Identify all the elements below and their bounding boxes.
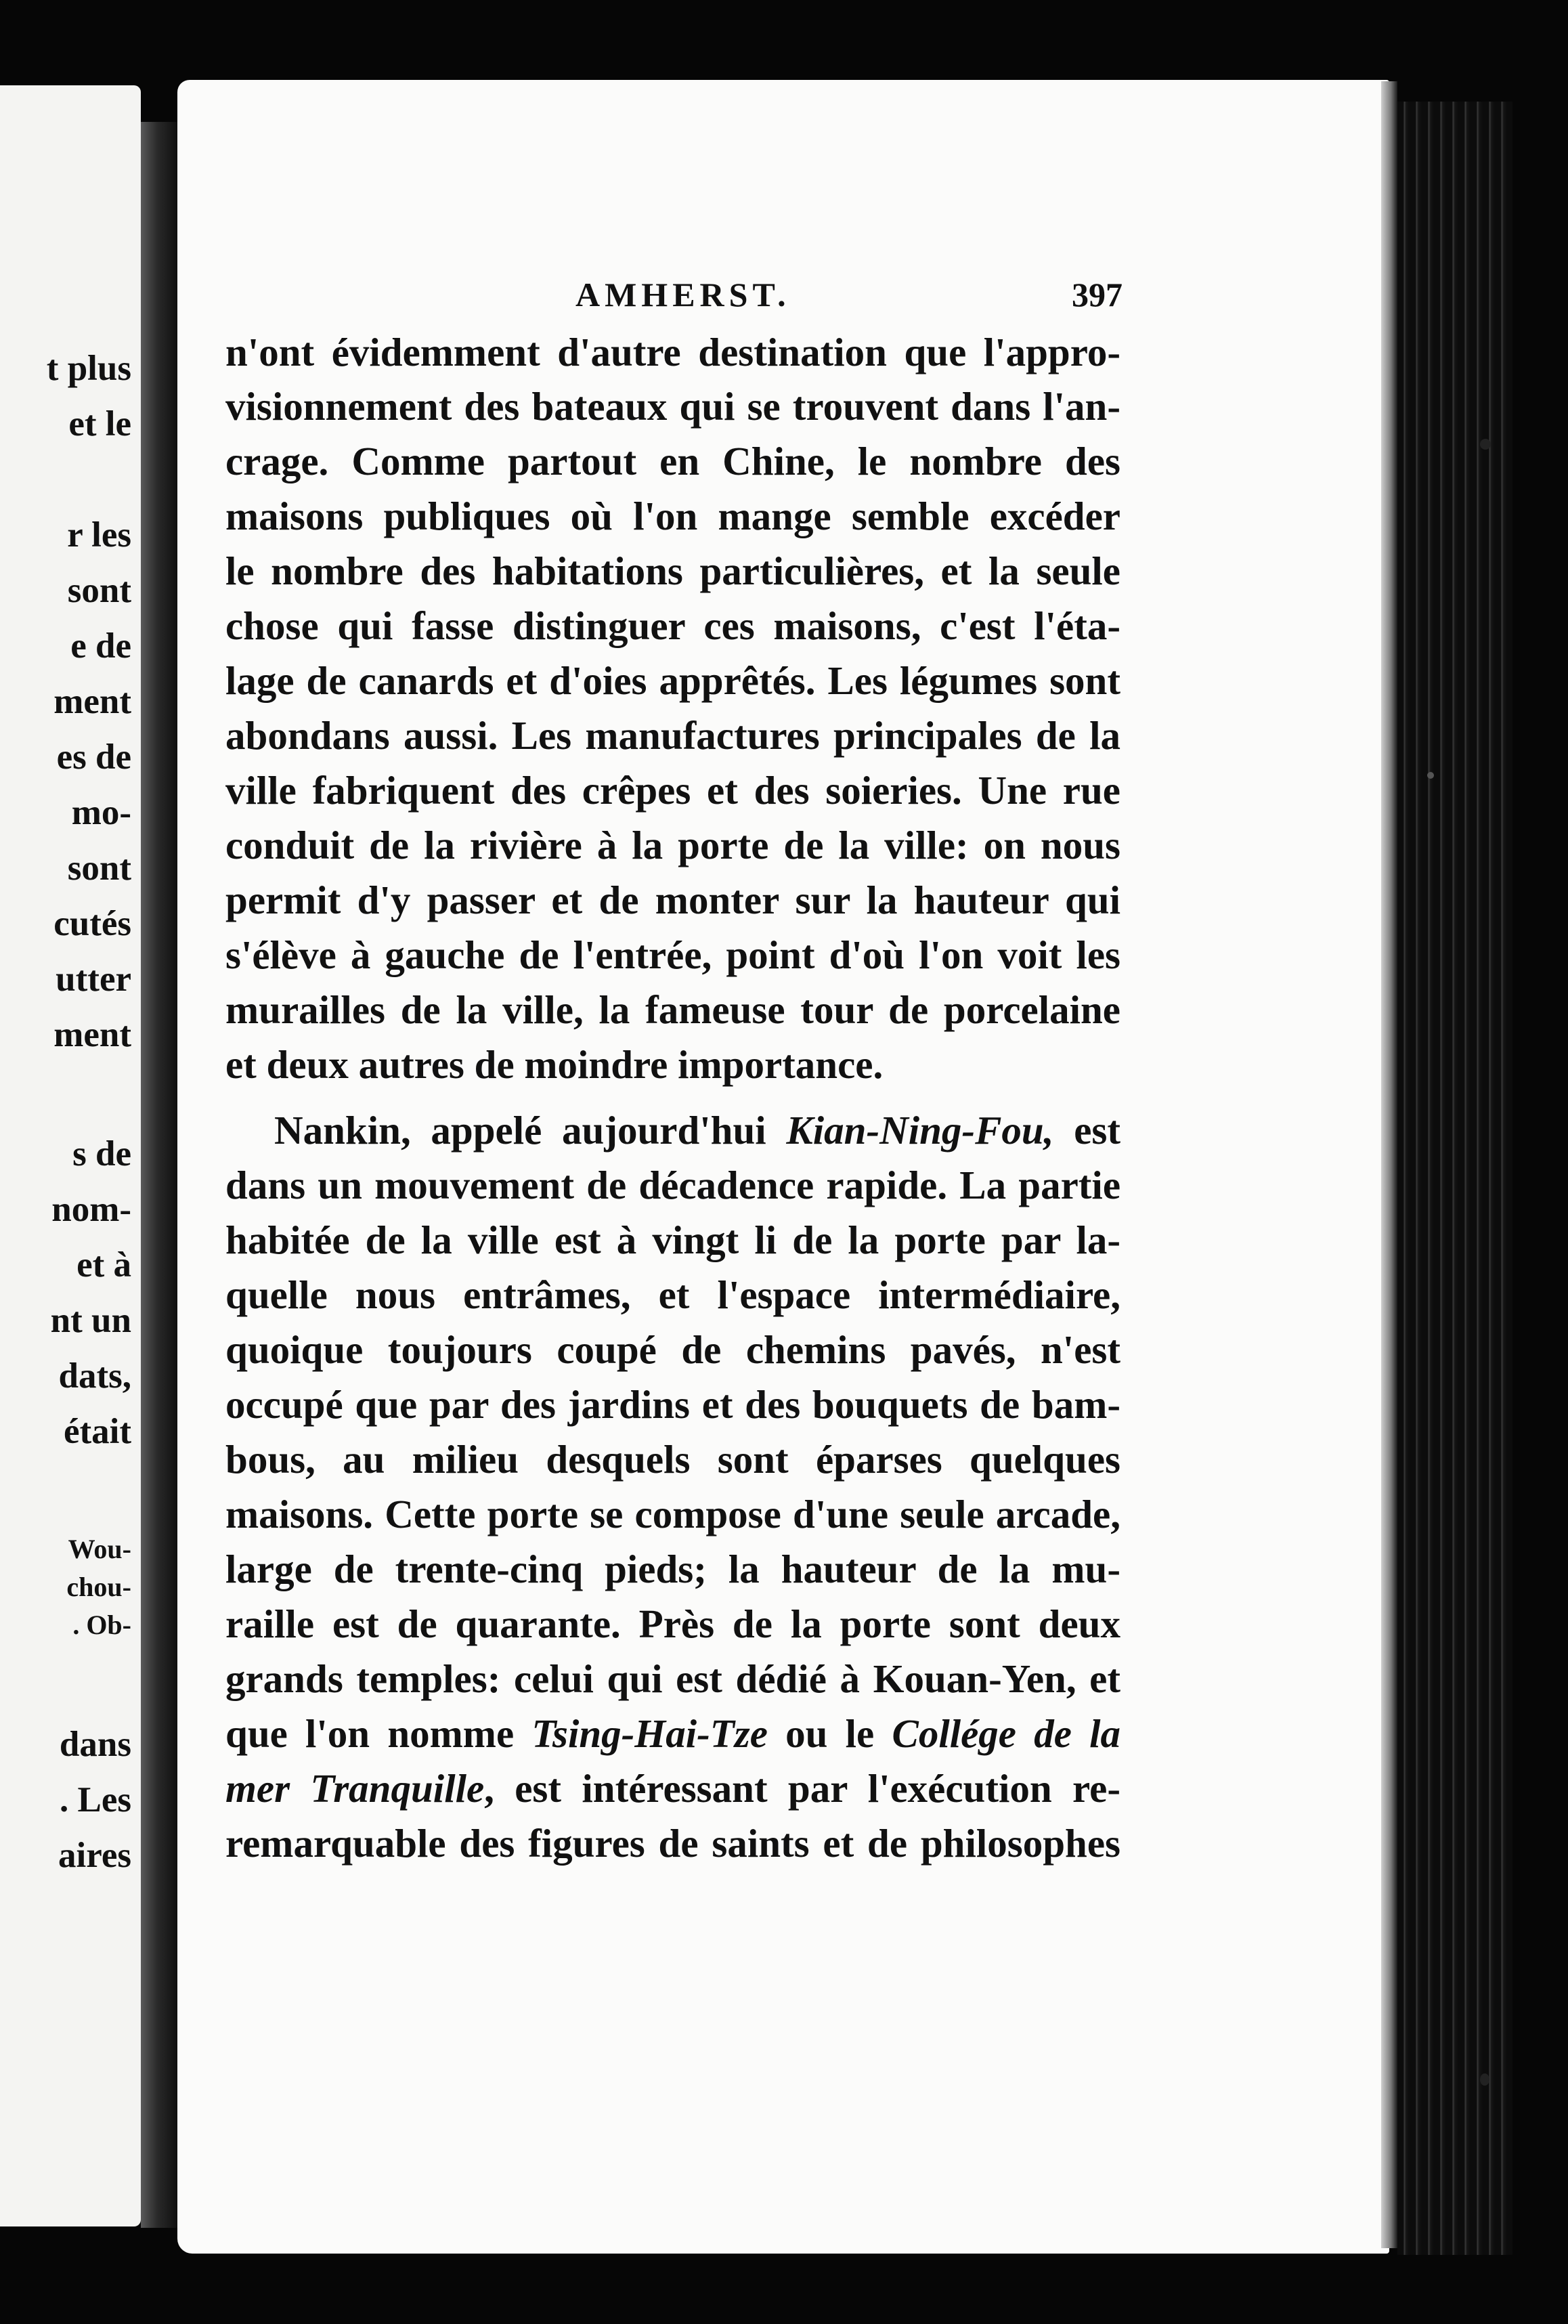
book-gutter bbox=[141, 122, 181, 2228]
facing-text-line: sont bbox=[67, 848, 131, 888]
italic-text: Kian-Ning-Fou, bbox=[786, 1108, 1054, 1153]
text-run: ou le bbox=[767, 1711, 892, 1756]
body-line: murailles de la ville, la fameuse tour de porcelaine bbox=[225, 987, 1120, 1032]
scan-speck bbox=[1480, 2073, 1489, 2086]
scan-speck bbox=[1427, 772, 1434, 779]
facing-page bbox=[0, 85, 141, 2226]
body-line: quelle nous entrâmes, et l'espace intermédiaire, bbox=[225, 1272, 1120, 1317]
body-line: chose qui fasse distinguer ces maisons, c'est l'éta- bbox=[225, 603, 1120, 648]
body-line bbox=[225, 1761, 1120, 1815]
body-line: visionnement des bateaux qui se trouvent dans l'an- bbox=[225, 384, 1120, 429]
facing-text-line: dans bbox=[59, 1725, 131, 1764]
page-number: 397 bbox=[1072, 276, 1123, 314]
facing-text-line: et à bbox=[77, 1245, 131, 1285]
body-line: permit d'y passer et de monter sur la hauteur qui bbox=[225, 878, 1120, 922]
facing-text-line: sont bbox=[67, 571, 131, 610]
body-line: n'ont évidemment d'autre destination que l'appro- bbox=[225, 330, 1120, 374]
body-line: dans un mouvement de décadence rapide. La partie bbox=[225, 1163, 1120, 1207]
facing-text-line: dats, bbox=[58, 1356, 131, 1396]
facing-text-line: cutés bbox=[53, 904, 131, 943]
body-line: occupé que par des jardins et des bouquets de bam- bbox=[225, 1382, 1120, 1427]
body-line: ville fabriquent des crêpes et des soieries. Une rue bbox=[225, 768, 1120, 813]
body-line: large de trente-cinq pieds; la hauteur de la mu- bbox=[225, 1547, 1120, 1591]
facing-text-line: t plus bbox=[46, 349, 131, 388]
body-line: lage de canards et d'oies apprêtés. Les légumes sont bbox=[225, 658, 1120, 703]
body-line: s'élève à gauche de l'entrée, point d'où l'on voit les bbox=[225, 932, 1120, 977]
page-edge bbox=[1381, 81, 1397, 2248]
text-run: Nankin, appelé aujourd'hui bbox=[274, 1108, 787, 1153]
running-head: AMHERST. bbox=[575, 276, 791, 314]
facing-text-line: e de bbox=[70, 626, 131, 666]
facing-text-line: nom- bbox=[51, 1190, 131, 1229]
italic-text: Collége de la bbox=[892, 1711, 1120, 1756]
facing-text-line: mo- bbox=[71, 793, 131, 832]
body-line: quoique toujours coupé de chemins pavés, n'est bbox=[225, 1327, 1120, 1372]
body-line: maisons. Cette porte se compose d'une seule arcade, bbox=[225, 1492, 1120, 1536]
paragraph-start-line bbox=[225, 1103, 1120, 1157]
body-line: grands temples: celui qui est dédié à Kouan-Yen, et bbox=[225, 1656, 1120, 1701]
facing-text-line: et le bbox=[68, 404, 131, 444]
facing-text-line: ment bbox=[53, 1015, 131, 1054]
scan-speck bbox=[1480, 439, 1491, 450]
facing-footnote-line: chou- bbox=[66, 1572, 131, 1602]
text-run: , est intéressant par l'exécution re- bbox=[484, 1766, 1120, 1811]
book-fore-edge bbox=[1397, 102, 1512, 2255]
facing-text-line: ment bbox=[53, 682, 131, 721]
facing-text-line: r les bbox=[67, 515, 131, 555]
facing-footnote-line: Wou- bbox=[68, 1534, 131, 1564]
italic-text: mer Tranquille bbox=[225, 1766, 485, 1811]
facing-text-line: es de bbox=[56, 737, 131, 777]
facing-text-line: . Les bbox=[60, 1780, 131, 1820]
body-line: abondans aussi. Les manufactures principales de la bbox=[225, 713, 1120, 758]
facing-text-line: aires bbox=[58, 1836, 131, 1875]
body-line: habitée de la ville est à vingt li de la porte par la- bbox=[225, 1218, 1120, 1262]
facing-text-line: nt un bbox=[50, 1301, 131, 1340]
body-line: remarquable des figures de saints et de philosophes bbox=[225, 1821, 1120, 1866]
facing-text-line: s de bbox=[72, 1134, 131, 1174]
body-line: et deux autres de moindre importance. bbox=[225, 1042, 884, 1087]
facing-footnote-line: . Ob- bbox=[72, 1610, 131, 1640]
italic-text: Tsing-Hai-Tze bbox=[531, 1711, 768, 1756]
body-line: bous, au milieu desquels sont éparses quelques bbox=[225, 1437, 1120, 1482]
body-line: maisons publiques où l'on mange semble excéder bbox=[225, 494, 1120, 538]
text-run: est bbox=[1053, 1108, 1121, 1153]
facing-text-line: était bbox=[63, 1412, 131, 1451]
body-line: conduit de la rivière à la porte de la ville: on nous bbox=[225, 823, 1120, 867]
body-line: raille est de quarante. Près de la porte sont deux bbox=[225, 1601, 1120, 1646]
text-run: que l'on nomme bbox=[225, 1711, 532, 1756]
facing-text-line: utter bbox=[56, 960, 131, 999]
body-line bbox=[225, 1706, 1120, 1761]
body-line: crage. Comme partout en Chine, le nombre des bbox=[225, 439, 1120, 483]
body-line: le nombre des habitations particulières, et la seule bbox=[225, 548, 1120, 593]
